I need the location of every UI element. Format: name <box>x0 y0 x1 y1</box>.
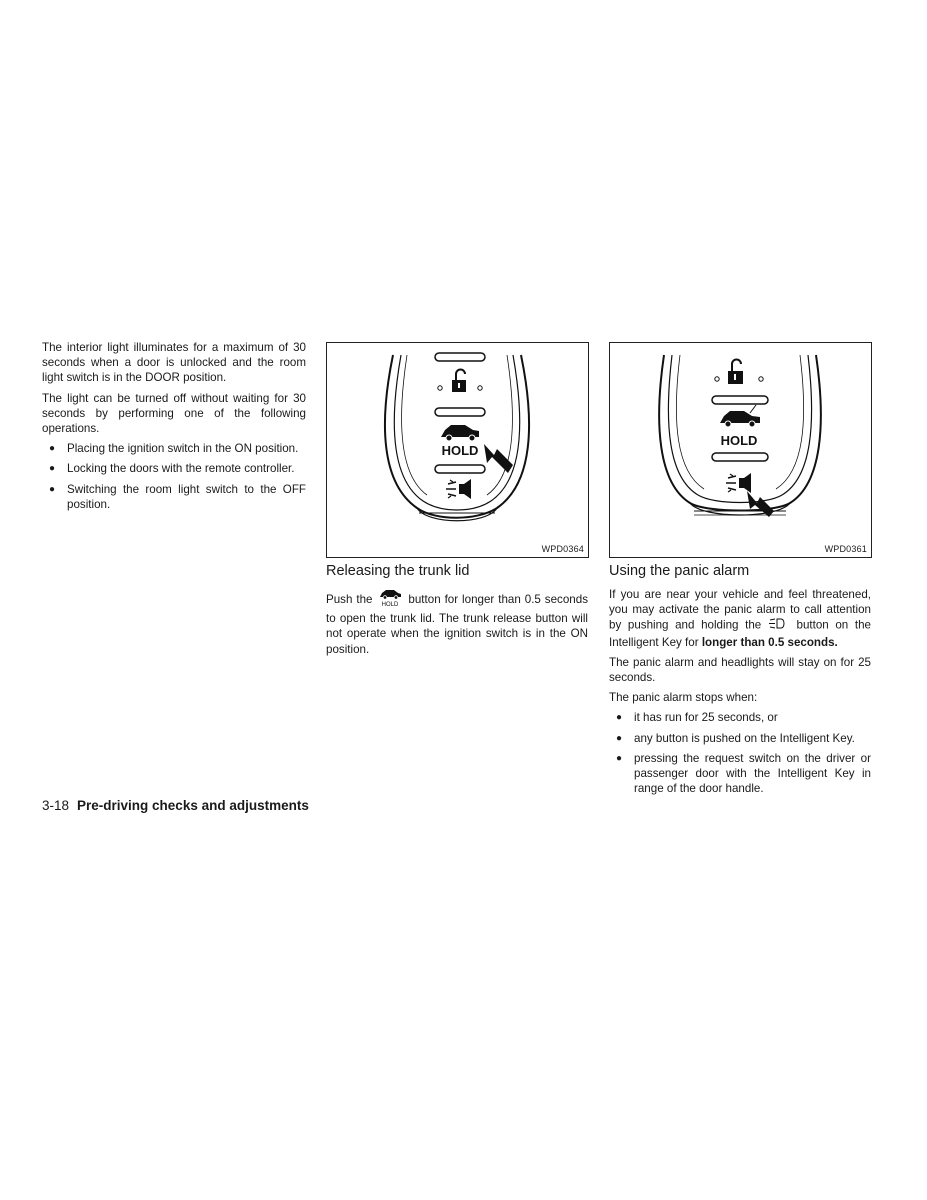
panic-horn-icon <box>726 473 751 493</box>
panic-text-before: If you are near your vehicle and feel threatened, you may activate the panic alarm to call attention by pushing and holding the <box>609 588 871 633</box>
unlock-icon <box>452 370 466 393</box>
paragraph-interior-light: The interior light illuminates for a maximum of 30 seconds when a door is unlocked and the room light switch is in the DOOR position. <box>42 341 306 385</box>
svg-text:HOLD: HOLD <box>382 602 399 607</box>
panic-paragraph-1 <box>609 587 871 650</box>
paragraph-turn-off: The light can be turned off without waiting for 30 seconds by performing one of the following operations. <box>42 391 306 436</box>
figure-panic-alarm <box>609 342 872 558</box>
page-number: 3-18 <box>42 798 70 813</box>
list-item: ● it has run for 25 seconds, or <box>609 710 871 725</box>
figure-code: WPD0361 <box>824 544 867 554</box>
key-fob-illustration <box>610 343 871 557</box>
unlock-icon <box>728 360 743 385</box>
list-item: ● any button is pushed on the Intelligent Key. <box>609 731 871 746</box>
heading-trunk-lid: Releasing the trunk lid <box>326 563 470 579</box>
figure-trunk-release <box>326 342 589 558</box>
figure-code: WPD0364 <box>541 544 584 554</box>
list-item: ● Placing the ignition switch in the ON position. <box>42 441 306 456</box>
pointer-arrow <box>747 491 774 517</box>
list-item: ● Switching the room light switch to the OFF position. <box>42 482 306 512</box>
trunk-paragraph <box>326 589 588 657</box>
panic-section <box>609 587 871 801</box>
panic-text-after: button on the Intelligent Key for <box>609 619 871 649</box>
left-column <box>42 340 306 517</box>
trunk-car-icon <box>720 405 760 427</box>
panic-stop-list <box>609 710 871 796</box>
key-fob-illustration <box>327 343 588 557</box>
list-item: ● Locking the doors with the remote controller. <box>42 461 306 476</box>
list-item: ● pressing the request switch on the driver or passenger door with the Intelligent Key in range of the door handle. <box>609 751 871 797</box>
panic-text-bold: longer than 0.5 seconds. <box>701 635 838 649</box>
page-footer <box>42 798 309 813</box>
panic-button-icon <box>768 617 790 634</box>
heading-panic-alarm: Using the panic alarm <box>609 563 750 579</box>
section-title: Pre-driving checks and adjustments <box>77 798 309 813</box>
trunk-text-after: button for longer than 0.5 seconds to open the trunk lid. The trunk release button will not operate when the ignition switch is in the ON position. <box>326 593 588 656</box>
trunk-car-icon <box>441 425 479 441</box>
hold-label: HOLD <box>720 433 758 448</box>
hold-label: HOLD <box>441 443 479 458</box>
panic-horn-icon <box>446 479 471 499</box>
panic-paragraph-3: The panic alarm stops when: <box>609 691 758 705</box>
trunk-text-before: Push the <box>326 593 373 607</box>
operations-list <box>42 441 306 512</box>
panic-paragraph-2: The panic alarm and headlights will stay on for 25 seconds. <box>609 655 871 685</box>
trunk-hold-icon <box>376 589 404 611</box>
